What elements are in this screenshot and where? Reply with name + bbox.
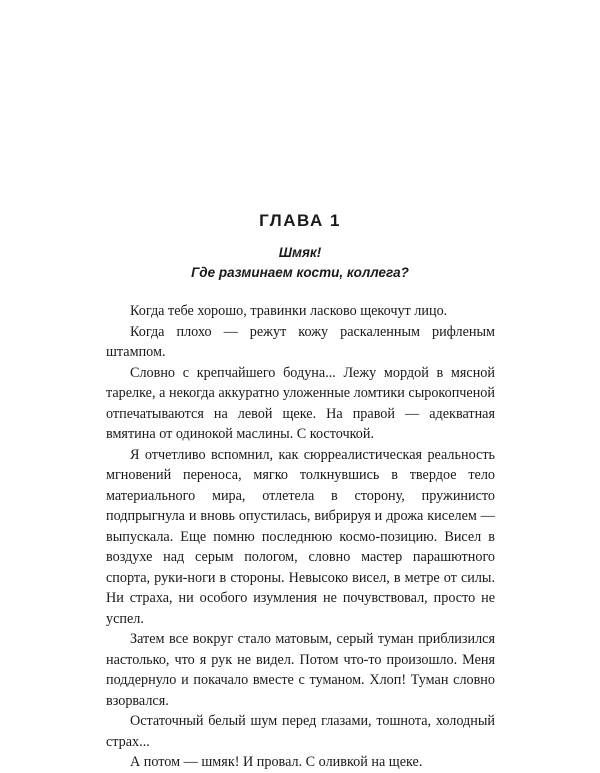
paragraph: Словно с крепчайшего бодуна... Лежу мордой в мясной тарелке, а некогда аккуратно уложенные ломтики сырокопченой отпечатываются на левой щеке. На правой — адекватная вмятина от одинокой маслины. С косточкой. <box>106 364 495 442</box>
chapter-body <box>106 301 495 773</box>
paragraph: А потом — шмяк! И провал. С оливкой на щеке. <box>130 754 423 770</box>
chapter-subtitle-line-2: Где разминаем кости, коллега? <box>191 265 409 280</box>
paragraph: Остаточный белый шум перед глазами, тошнота, холодный страх... <box>106 713 495 750</box>
paragraph: Затем все вокруг стало матовым, серый туман приблизился настолько, что я рук не видел. Потом что-то произошло. Меня поддернуло и покачало вместе с туманом. Хлоп! Туман словно взорвался. <box>106 631 495 709</box>
chapter-subtitle <box>0 243 600 283</box>
chapter-subtitle-line-1: Шмяк! <box>278 245 322 260</box>
paragraph: Я отчетливо вспомнил, как сюрреалистическая реальность мгновений переноса, мягко толкнувшись в твердое тело материального мира, отлетела в сторону, пружинисто подпрыгнула и вновь опустилась, вибрируя и дрожа киселем — выпускала. Еще помню последнюю космо-позицию. Висел в воздухе над серым пологом, словно мастер парашютного спорта, руки-ноги в стороны. Невысоко висел, в метре от силы. Ни страха, ни особого изумления не почувствовал, просто не успел. <box>106 446 495 627</box>
paragraph: Когда тебе хорошо, травинки ласково щекочут лицо. <box>130 303 448 319</box>
chapter-title: ГЛАВА 1 <box>259 211 341 230</box>
paragraph: Когда плохо — режут кожу раскаленным рифленым штампом. <box>106 323 495 360</box>
